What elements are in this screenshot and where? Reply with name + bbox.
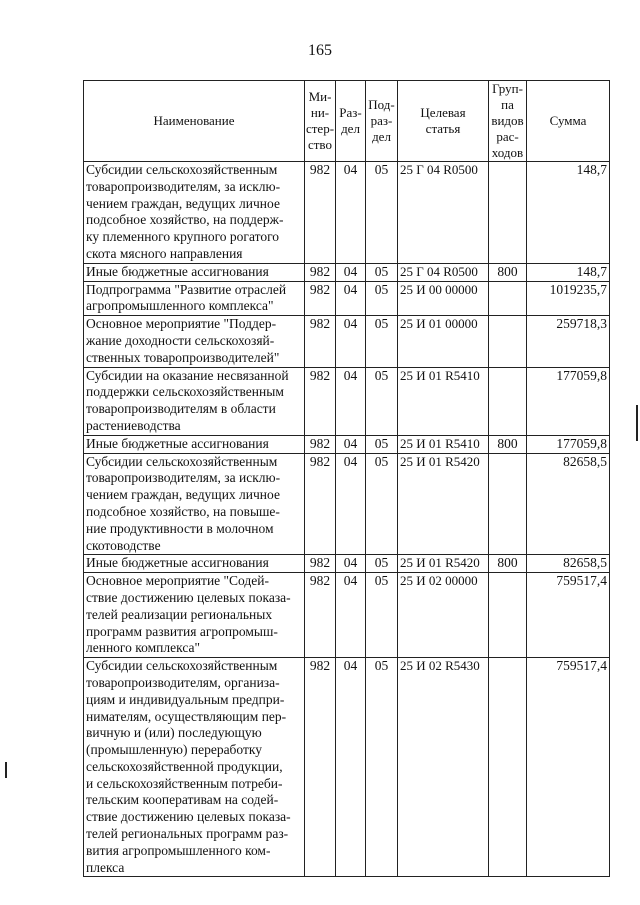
row-target: 25 И 02 R5430	[398, 658, 489, 877]
row-subsection: 05	[366, 573, 398, 658]
row-target: 25 И 01 00000	[398, 316, 489, 367]
row-subsection: 05	[366, 263, 398, 281]
row-subsection: 05	[366, 658, 398, 877]
header-subsection: Под- раз- дел	[366, 81, 398, 162]
row-ministry: 982	[305, 555, 336, 573]
header-target: Целевая статья	[398, 81, 489, 162]
row-group	[489, 316, 527, 367]
row-group: 800	[489, 435, 527, 453]
row-section: 04	[336, 367, 366, 435]
row-group	[489, 367, 527, 435]
row-ministry: 982	[305, 162, 336, 264]
header-group: Груп- па видов рас- ходов	[489, 81, 527, 162]
row-target: 25 Г 04 R0500	[398, 263, 489, 281]
row-group	[489, 162, 527, 264]
row-section: 04	[336, 162, 366, 264]
row-subsection: 05	[366, 435, 398, 453]
row-sum: 148,7	[527, 162, 610, 264]
row-group: 800	[489, 263, 527, 281]
page-number: 165	[308, 42, 332, 59]
table-row	[84, 658, 610, 877]
row-name: Субсидии сельскохозяйственным товаропроизводителям, за исклю- чением граждан, ведущих личное подсобное хозяйство, на поддерж- ку племенного крупного рогатого скота мясного направления	[84, 162, 305, 264]
row-sum: 177059,8	[527, 435, 610, 453]
row-sum: 1019235,7	[527, 281, 610, 316]
row-name: Подпрограмма "Развитие отраслей агропромышленного комплекса"	[84, 281, 305, 316]
row-subsection: 05	[366, 281, 398, 316]
row-sum: 259718,3	[527, 316, 610, 367]
row-sum: 759517,4	[527, 573, 610, 658]
table-row	[84, 263, 610, 281]
row-group	[489, 658, 527, 877]
row-name: Субсидии сельскохозяйственным товаропроизводителям, за исклю- чением граждан, ведущих личное подсобное хозяйство, на повыше- ние продуктивности в молочном скотоводстве	[84, 453, 305, 555]
row-sum: 148,7	[527, 263, 610, 281]
scan-edge-mark-right	[636, 405, 638, 441]
row-section: 04	[336, 658, 366, 877]
row-subsection: 05	[366, 316, 398, 367]
row-section: 04	[336, 555, 366, 573]
row-section: 04	[336, 263, 366, 281]
row-ministry: 982	[305, 658, 336, 877]
row-target: 25 И 00 00000	[398, 281, 489, 316]
row-ministry: 982	[305, 316, 336, 367]
row-group	[489, 573, 527, 658]
row-name: Субсидии сельскохозяйственным товаропроизводителям, организа- циям и индивидуальным предпри- нимателям, осуществляющим пер- вичную и (или) последующую (промышленную) переработку сельскохозяйственной продукции, и сельскохозяйственным потреби- тельским кооперативам на содей- ствие достижению целевых показа- телей региональных программ раз- вития агропромышленного ком- плекса	[84, 658, 305, 877]
table-row	[84, 435, 610, 453]
row-sum: 82658,5	[527, 453, 610, 555]
header-section: Раз- дел	[336, 81, 366, 162]
row-section: 04	[336, 316, 366, 367]
row-ministry: 982	[305, 573, 336, 658]
row-group	[489, 281, 527, 316]
row-subsection: 05	[366, 555, 398, 573]
scan-edge-mark-left	[5, 762, 7, 778]
row-ministry: 982	[305, 435, 336, 453]
row-sum: 82658,5	[527, 555, 610, 573]
row-name: Иные бюджетные ассигнования	[84, 555, 305, 573]
row-name: Иные бюджетные ассигнования	[84, 435, 305, 453]
row-subsection: 05	[366, 453, 398, 555]
table-row	[84, 316, 610, 367]
row-ministry: 982	[305, 281, 336, 316]
row-group	[489, 453, 527, 555]
header-ministry: Ми- ни- стер- ство	[305, 81, 336, 162]
header-sum: Сумма	[527, 81, 610, 162]
row-ministry: 982	[305, 263, 336, 281]
row-name: Субсидии на оказание несвязанной поддержки сельскохозяйственным товаропроизводителям в области растениеводства	[84, 367, 305, 435]
row-name: Иные бюджетные ассигнования	[84, 263, 305, 281]
table-row	[84, 281, 610, 316]
row-target: 25 И 01 R5420	[398, 453, 489, 555]
table-row	[84, 573, 610, 658]
row-target: 25 И 01 R5420	[398, 555, 489, 573]
row-section: 04	[336, 453, 366, 555]
row-section: 04	[336, 435, 366, 453]
row-section: 04	[336, 281, 366, 316]
table-row	[84, 453, 610, 555]
row-section: 04	[336, 573, 366, 658]
row-ministry: 982	[305, 367, 336, 435]
table-header-row	[84, 81, 610, 162]
table-row	[84, 555, 610, 573]
row-subsection: 05	[366, 367, 398, 435]
row-sum: 177059,8	[527, 367, 610, 435]
table-row	[84, 367, 610, 435]
budget-table	[83, 80, 610, 877]
row-sum: 759517,4	[527, 658, 610, 877]
row-ministry: 982	[305, 453, 336, 555]
row-target: 25 И 01 R5410	[398, 435, 489, 453]
header-name: Наименование	[84, 81, 305, 162]
row-group: 800	[489, 555, 527, 573]
row-target: 25 И 02 00000	[398, 573, 489, 658]
row-name: Основное мероприятие "Поддер- жание доходности сельскохозяй- ственных товаропроизводителей"	[84, 316, 305, 367]
row-target: 25 Г 04 R0500	[398, 162, 489, 264]
table-row	[84, 162, 610, 264]
row-name: Основное мероприятие "Содей- ствие достижению целевых показа- телей реализации региональных программ развития агропромыш- ленного комплекса"	[84, 573, 305, 658]
row-target: 25 И 01 R5410	[398, 367, 489, 435]
row-subsection: 05	[366, 162, 398, 264]
